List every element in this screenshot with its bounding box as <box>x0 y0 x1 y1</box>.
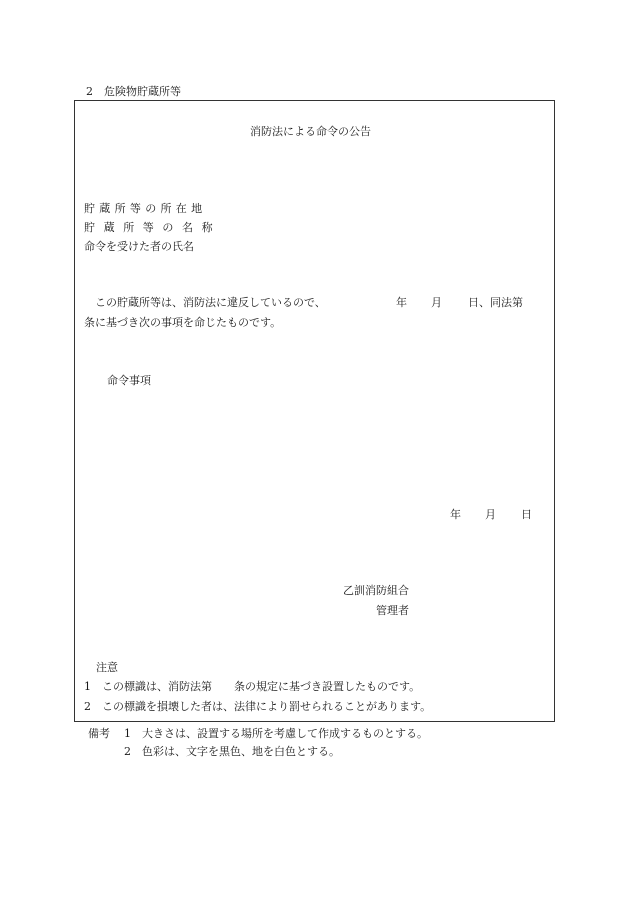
remarks-label: 備考 <box>88 727 110 740</box>
body-year: 年 <box>396 296 407 309</box>
order-items-label: 命令事項 <box>107 374 151 387</box>
section-heading: 2 危険物貯蔵所等 <box>86 85 181 98</box>
recipient-label: 命令を受けた者の氏名 <box>84 240 194 253</box>
date-month: 月 <box>485 508 496 521</box>
remarks-item-2: 2 色彩は、文字を黒色、地を白色とする。 <box>124 745 340 758</box>
date-day: 日 <box>521 508 532 521</box>
notice-frame <box>74 100 555 722</box>
remarks-item-1: 1 大きさは、設置する場所を考慮して作成するものとする。 <box>124 727 428 740</box>
caution-item-2: 2 この標識を損壊した者は、法律により罰せられることがあります。 <box>84 700 432 713</box>
name-label: 貯蔵所等の名称 <box>84 221 222 234</box>
caution-item-1: 1 この標識は、消防法第 条の規定に基づき設置したものです。 <box>84 680 421 693</box>
issuer-title: 管理者 <box>376 604 409 617</box>
caution-heading: 注意 <box>96 661 118 674</box>
body-line2: 条に基づき次の事項を命じたものです。 <box>84 316 282 329</box>
notice-title: 消防法による命令の公告 <box>250 125 371 138</box>
date-year: 年 <box>450 508 461 521</box>
issuer-organization: 乙訓消防組合 <box>343 584 409 597</box>
body-month: 月 <box>431 296 442 309</box>
location-label: 貯蔵所等の所在地 <box>84 202 207 215</box>
body-line1-prefix: この貯蔵所等は、消防法に違反しているので、 <box>95 296 326 309</box>
body-day-suffix: 日、同法第 <box>468 296 523 309</box>
